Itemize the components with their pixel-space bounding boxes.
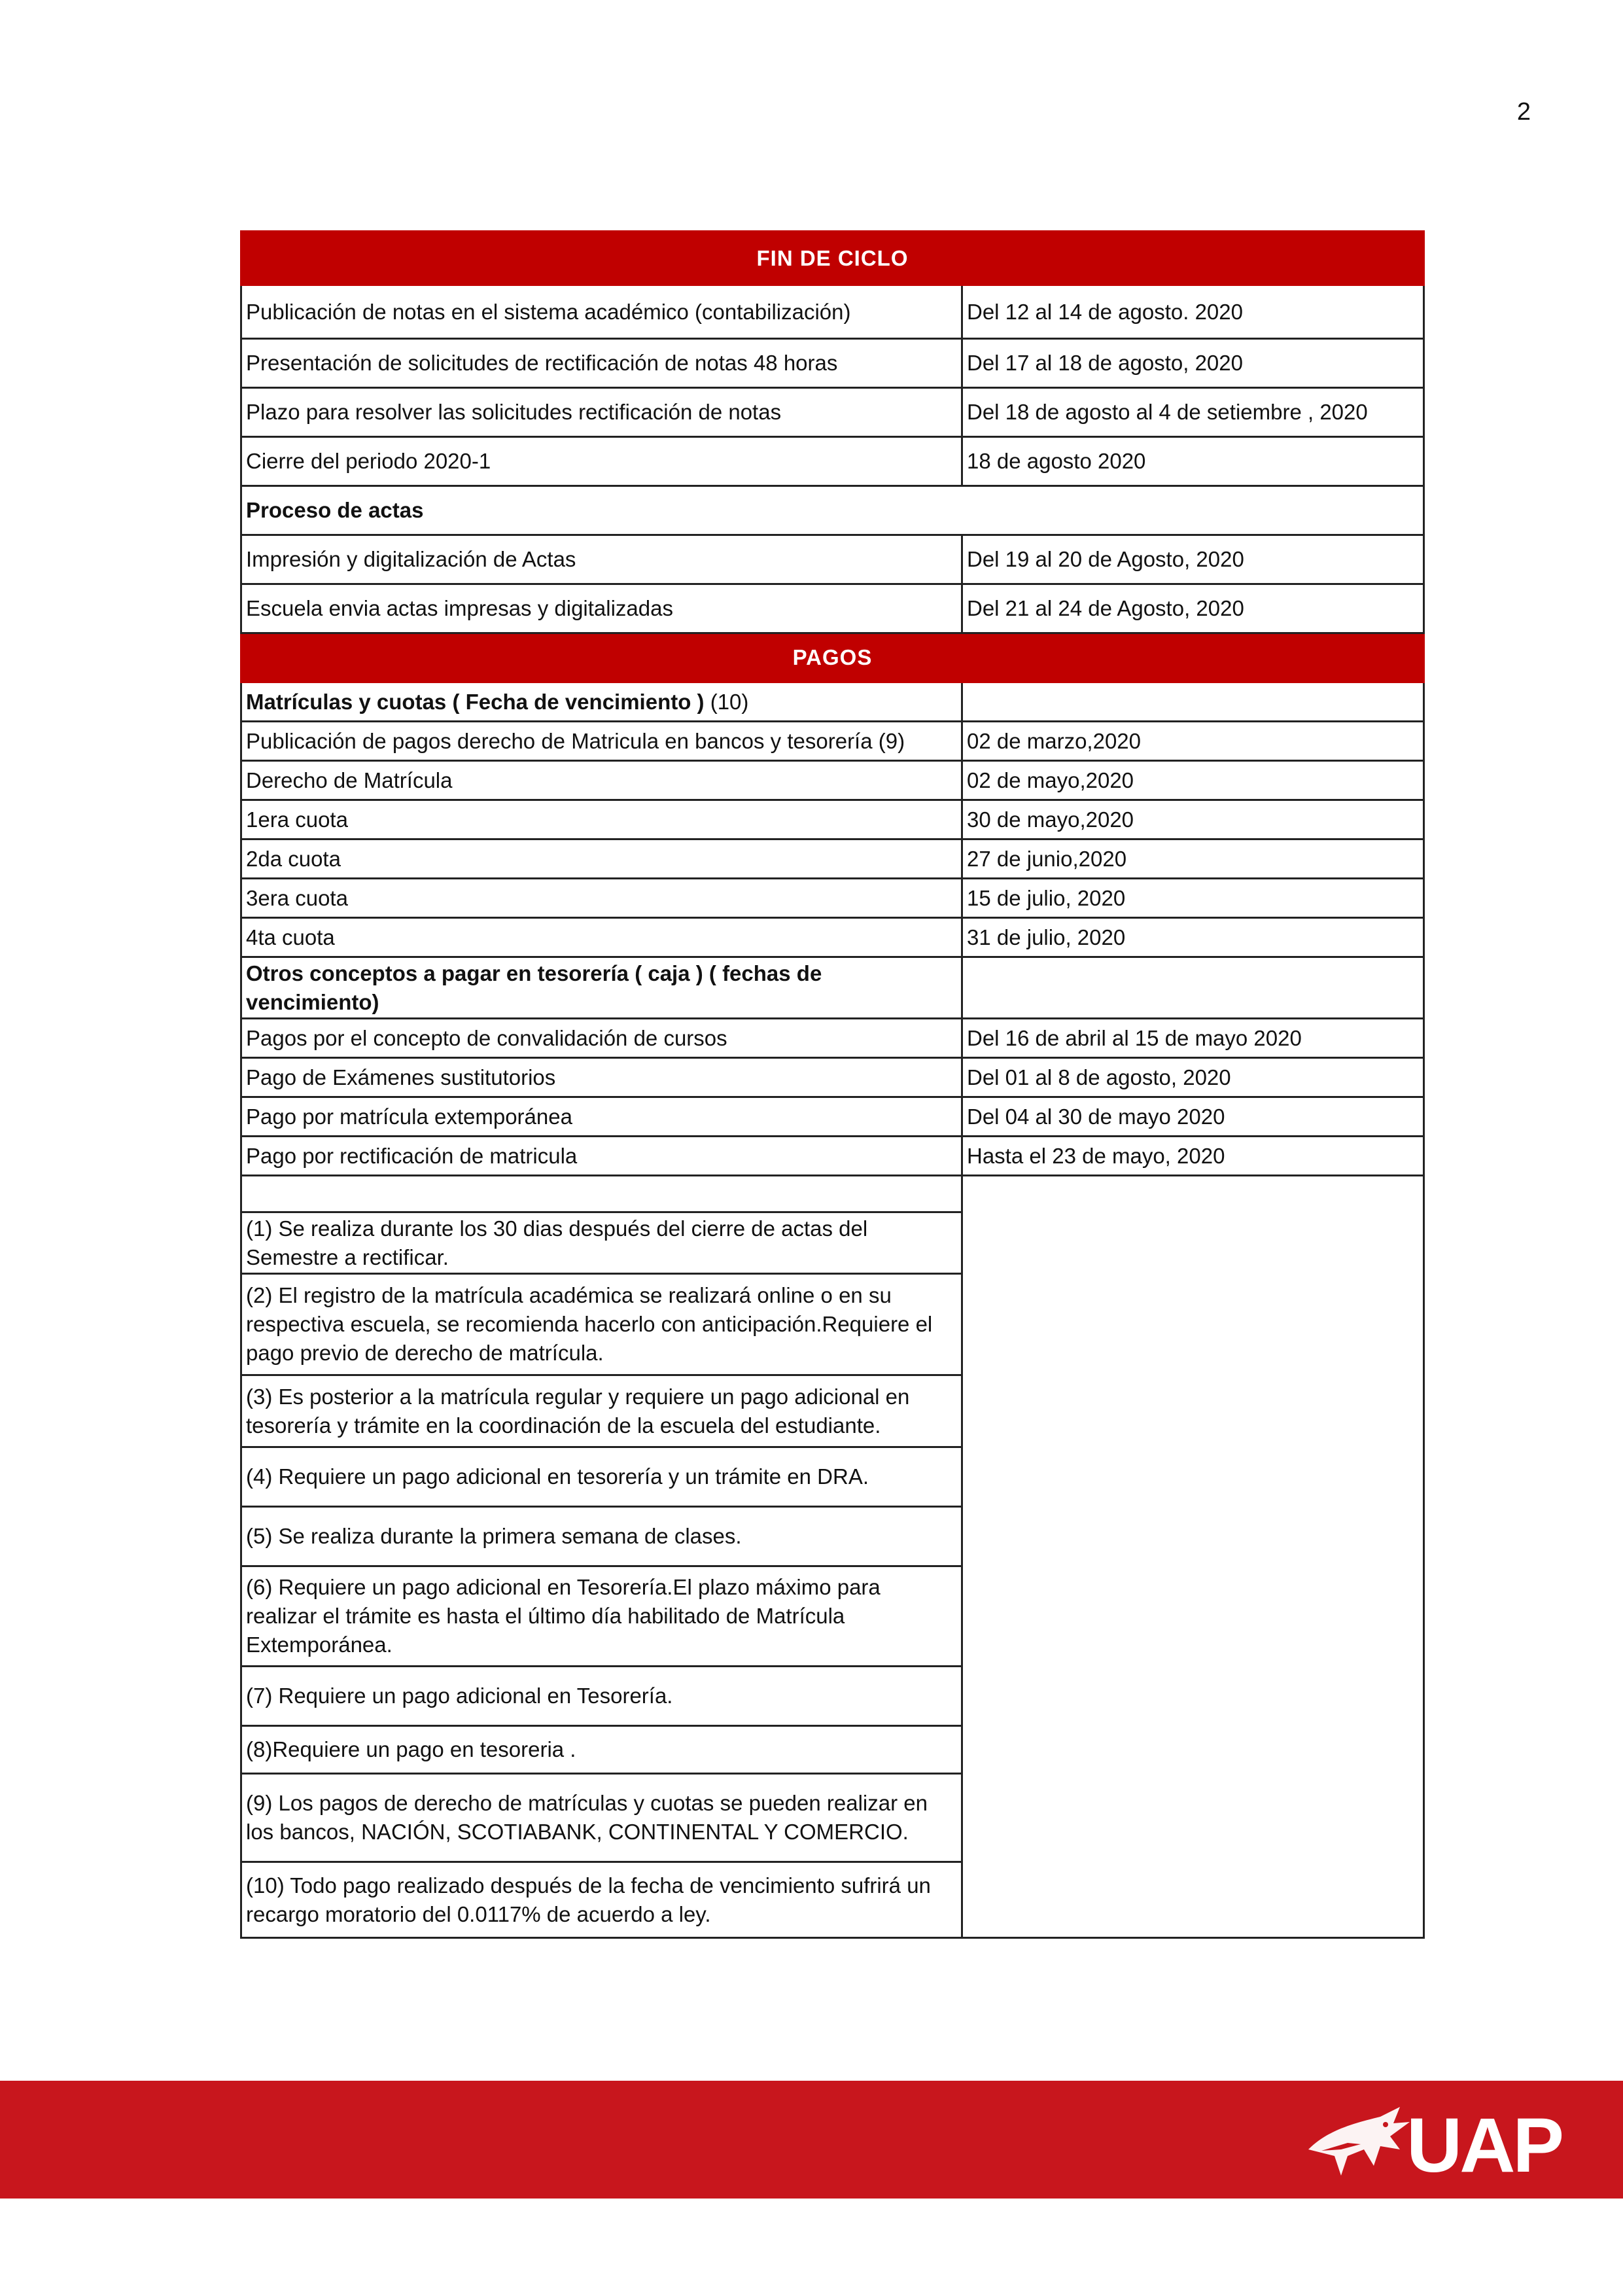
uap-logo [1302,2097,1590,2189]
row-label: Presentación de solicitudes de rectificación de notas 48 horas [241,339,962,388]
table-row [241,761,1424,800]
empty-cell [241,1176,962,1212]
empty-cell [962,1212,1424,1274]
row-date: 27 de junio,2020 [962,839,1424,879]
row-date: Del 19 al 20 de Agosto, 2020 [962,535,1424,584]
subsection-title-row [241,486,1424,535]
row-label: Pagos por el concepto de convalidación de cursos [241,1019,962,1058]
table-row [241,722,1424,761]
row-date: 15 de julio, 2020 [962,879,1424,918]
note-row [241,1566,1424,1667]
row-label: Impresión y digitalización de Actas [241,535,962,584]
row-date: Del 12 al 14 de agosto. 2020 [962,285,1424,339]
row-date: Del 21 al 24 de Agosto, 2020 [962,584,1424,633]
note-text: (8)Requiere un pago en tesoreria . [241,1726,962,1774]
empty-cell [962,1862,1424,1938]
row-date: 18 de agosto 2020 [962,437,1424,486]
empty-cell [962,1774,1424,1862]
section-header-pagos [241,633,1424,682]
row-label: Pago por rectificación de matricula [241,1137,962,1176]
empty-cell [962,1375,1424,1447]
note-row [241,1274,1424,1375]
page-number: 2 [1516,98,1531,126]
table-row [241,1019,1424,1058]
table-row [241,1058,1424,1097]
row-label: 1era cuota [241,800,962,839]
row-date: Del 04 al 30 de mayo 2020 [962,1097,1424,1137]
empty-cell [962,1176,1424,1212]
table-row [241,1097,1424,1137]
note-text: (3) Es posterior a la matrícula regular y requiere un pago adicional en tesorería y trámite en la coordinación de la escuela del estudiante. [241,1375,962,1447]
row-label: Pago por matrícula extemporánea [241,1097,962,1137]
row-label: 3era cuota [241,879,962,918]
row-label: 2da cuota [241,839,962,879]
spacer-row [241,1176,1424,1212]
empty-cell [962,1667,1424,1726]
empty-cell [962,1447,1424,1507]
row-label: Cierre del periodo 2020-1 [241,437,962,486]
subsection-title: Proceso de actas [241,486,1424,535]
table-row [241,437,1424,486]
table-row [241,800,1424,839]
table-row [241,879,1424,918]
row-label: Escuela envia actas impresas y digitalizadas [241,584,962,633]
note-row [241,1862,1424,1938]
row-date: 31 de julio, 2020 [962,918,1424,957]
row-date: Hasta el 23 de mayo, 2020 [962,1137,1424,1176]
table-row [241,1137,1424,1176]
row-label: Publicación de pagos derecho de Matricula en bancos y tesorería (9) [241,722,962,761]
table-row [241,584,1424,633]
table-row [241,918,1424,957]
table-row [241,339,1424,388]
row-label: 4ta cuota [241,918,962,957]
row-date: Del 01 al 8 de agosto, 2020 [962,1058,1424,1097]
row-date: 02 de marzo,2020 [962,722,1424,761]
note-text: (7) Requiere un pago adicional en Tesorería. [241,1667,962,1726]
row-date: Del 18 de agosto al 4 de setiembre , 2020 [962,388,1424,437]
subsection-title-bold: Matrículas y cuotas ( Fecha de vencimiento ) [246,689,705,714]
empty-cell [962,957,1424,1019]
academic-calendar-table [240,230,1425,1939]
row-label: Pago de Exámenes sustitutorios [241,1058,962,1097]
row-date: Del 16 de abril al 15 de mayo 2020 [962,1019,1424,1058]
empty-cell [962,1726,1424,1774]
section-title: FIN DE CICLO [241,232,1424,285]
logo-text: UAP [1406,2102,1562,2189]
note-text: (4) Requiere un pago adicional en tesorería y un trámite en DRA. [241,1447,962,1507]
note-text: (6) Requiere un pago adicional en Tesorería.El plazo máximo para realizar el trámite es hasta el último día habilitado de Matrícula Extemporánea. [241,1566,962,1667]
subsection-title-note: (10) [704,689,749,714]
table-row [241,388,1424,437]
note-text: (10) Todo pago realizado después de la fecha de vencimiento sufrirá un recargo moratorio del 0.0117% de acuerdo a ley. [241,1862,962,1938]
empty-cell [962,682,1424,722]
row-label: Publicación de notas en el sistema académico (contabilización) [241,285,962,339]
note-text: (9) Los pagos de derecho de matrículas y cuotas se pueden realizar en los bancos, NACIÓN, SCOTIABANK, CONTINENTAL Y COMERCIO. [241,1774,962,1862]
row-label: Derecho de Matrícula [241,761,962,800]
row-date: 30 de mayo,2020 [962,800,1424,839]
note-row [241,1507,1424,1566]
table-row [241,535,1424,584]
note-row [241,1667,1424,1726]
note-row [241,1774,1424,1862]
subsection-title: Otros conceptos a pagar en tesorería ( caja ) ( fechas de vencimiento) [241,957,962,1019]
section-title: PAGOS [241,633,1424,682]
empty-cell [962,1274,1424,1375]
note-row [241,1212,1424,1274]
table-row [241,285,1424,339]
note-row [241,1447,1424,1507]
subsection-title-row [241,957,1424,1019]
subsection-title [241,682,962,722]
empty-cell [962,1566,1424,1667]
note-text: (2) El registro de la matrícula académica se realizará online o en su respectiva escuela, se recomienda hacerlo con anticipación.Requiere el pago previo de derecho de matrícula. [241,1274,962,1375]
row-date: 02 de mayo,2020 [962,761,1424,800]
note-text: (1) Se realiza durante los 30 dias después del cierre de actas del Semestre a rectificar. [241,1212,962,1274]
note-row [241,1726,1424,1774]
eagle-icon [1302,2104,1413,2182]
section-header-fin-de-ciclo [241,232,1424,285]
empty-cell [962,1507,1424,1566]
note-row [241,1375,1424,1447]
note-text: (5) Se realiza durante la primera semana de clases. [241,1507,962,1566]
row-label: Plazo para resolver las solicitudes rectificación de notas [241,388,962,437]
row-date: Del 17 al 18 de agosto, 2020 [962,339,1424,388]
table-row [241,839,1424,879]
subsection-title-row [241,682,1424,722]
